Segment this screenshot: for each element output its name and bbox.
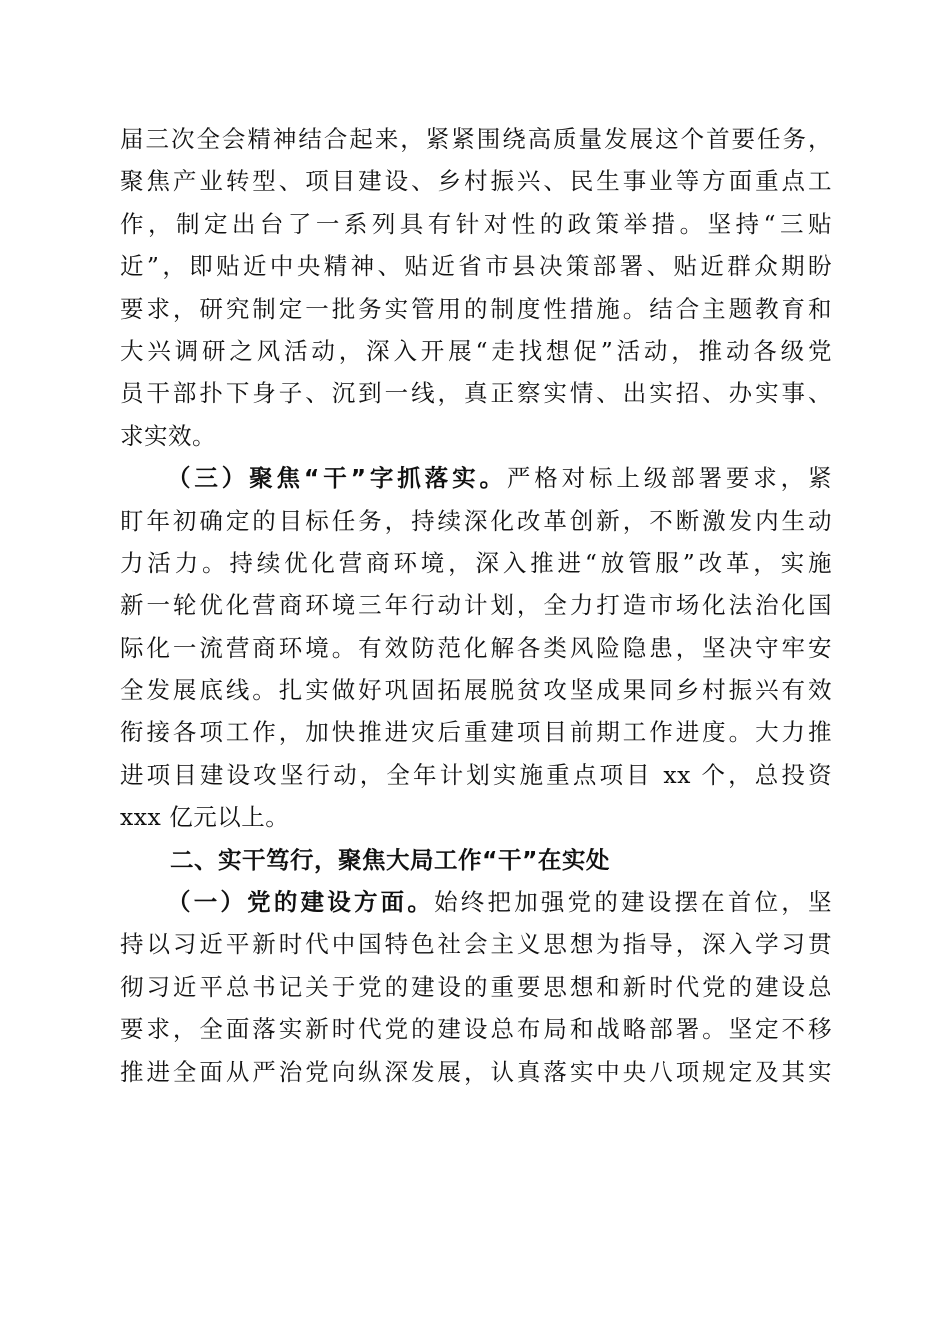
- subsection-heading-3: （三）聚焦“干”字抓落实。: [167, 464, 507, 493]
- paragraph-3-line: 推进全面从严治党向纵深发展，认真落实中央八项规定及其实: [120, 1057, 832, 1086]
- paragraph-2-line: 力活力。持续优化营商环境，深入推进“放管服”改革，实施: [120, 548, 832, 577]
- paragraph-2-line: xxx 亿元以上。: [120, 803, 290, 832]
- paragraph-2-line: 进项目建设攻坚行动，全年计划实施重点项目 xx 个，总投资: [120, 760, 832, 789]
- document-body: [120, 118, 832, 1093]
- paragraph-3-line: 要求，全面落实新时代党的建设总布局和战略部署。坚定不移: [120, 1015, 832, 1044]
- subsection-heading-1: （一）党的建设方面。: [167, 888, 435, 917]
- paragraph-1-line: 聚焦产业转型、项目建设、乡村振兴、民生事业等方面重点工: [120, 167, 832, 196]
- paragraph-1-line: 员干部扑下身子、沉到一线，真正察实情、出实招、办实事、: [120, 379, 832, 408]
- paragraph-3-line: 持以习近平新时代中国特色社会主义思想为指导，深入学习贯: [120, 930, 832, 959]
- paragraph-1-line: 近”，即贴近中央精神、贴近省市县决策部署、贴近群众期盼: [120, 252, 832, 281]
- paragraph-1-line: 作，制定出台了一系列具有针对性的政策举措。坚持“三贴: [120, 209, 832, 238]
- paragraph-2-line: 盯年初确定的目标任务，持续深化改革创新，不断激发内生动: [120, 506, 832, 535]
- paragraph-1-line: 求实效。: [120, 421, 216, 450]
- paragraph-1-line: 大兴调研之风活动，深入开展“走找想促”活动，推动各级党: [120, 336, 832, 365]
- paragraph-2-line: 衔接各项工作，加快推进灾后重建项目前期工作进度。大力推: [120, 718, 832, 747]
- paragraph-2-line: 全发展底线。扎实做好巩固拓展脱贫攻坚成果同乡村振兴有效: [120, 676, 832, 705]
- paragraph-2-line: 新一轮优化营商环境三年行动计划，全力打造市场化法治化国: [120, 591, 832, 620]
- paragraph-1-line: 届三次全会精神结合起来，紧紧围绕高质量发展这个首要任务，: [120, 125, 832, 153]
- paragraph-2-text: 严格对标上级部署要求，紧: [506, 464, 833, 493]
- paragraph-1-line: 要求，研究制定一批务实管用的制度性措施。结合主题教育和: [120, 294, 832, 323]
- section-heading: 二、实干笃行，聚焦大局工作“干”在实处: [170, 845, 610, 874]
- paragraph-2-first-line: [120, 457, 832, 499]
- paragraph-3-line: 彻习近平总书记关于党的建设的重要思想和新时代党的建设总: [120, 972, 832, 1001]
- paragraph-3-first-line: [120, 881, 832, 923]
- paragraph-2-line: 际化一流营商环境。有效防范化解各类风险隐患，坚决守牢安: [120, 633, 832, 662]
- paragraph-3-text: 始终把加强党的建设摆在首位，坚: [434, 888, 833, 917]
